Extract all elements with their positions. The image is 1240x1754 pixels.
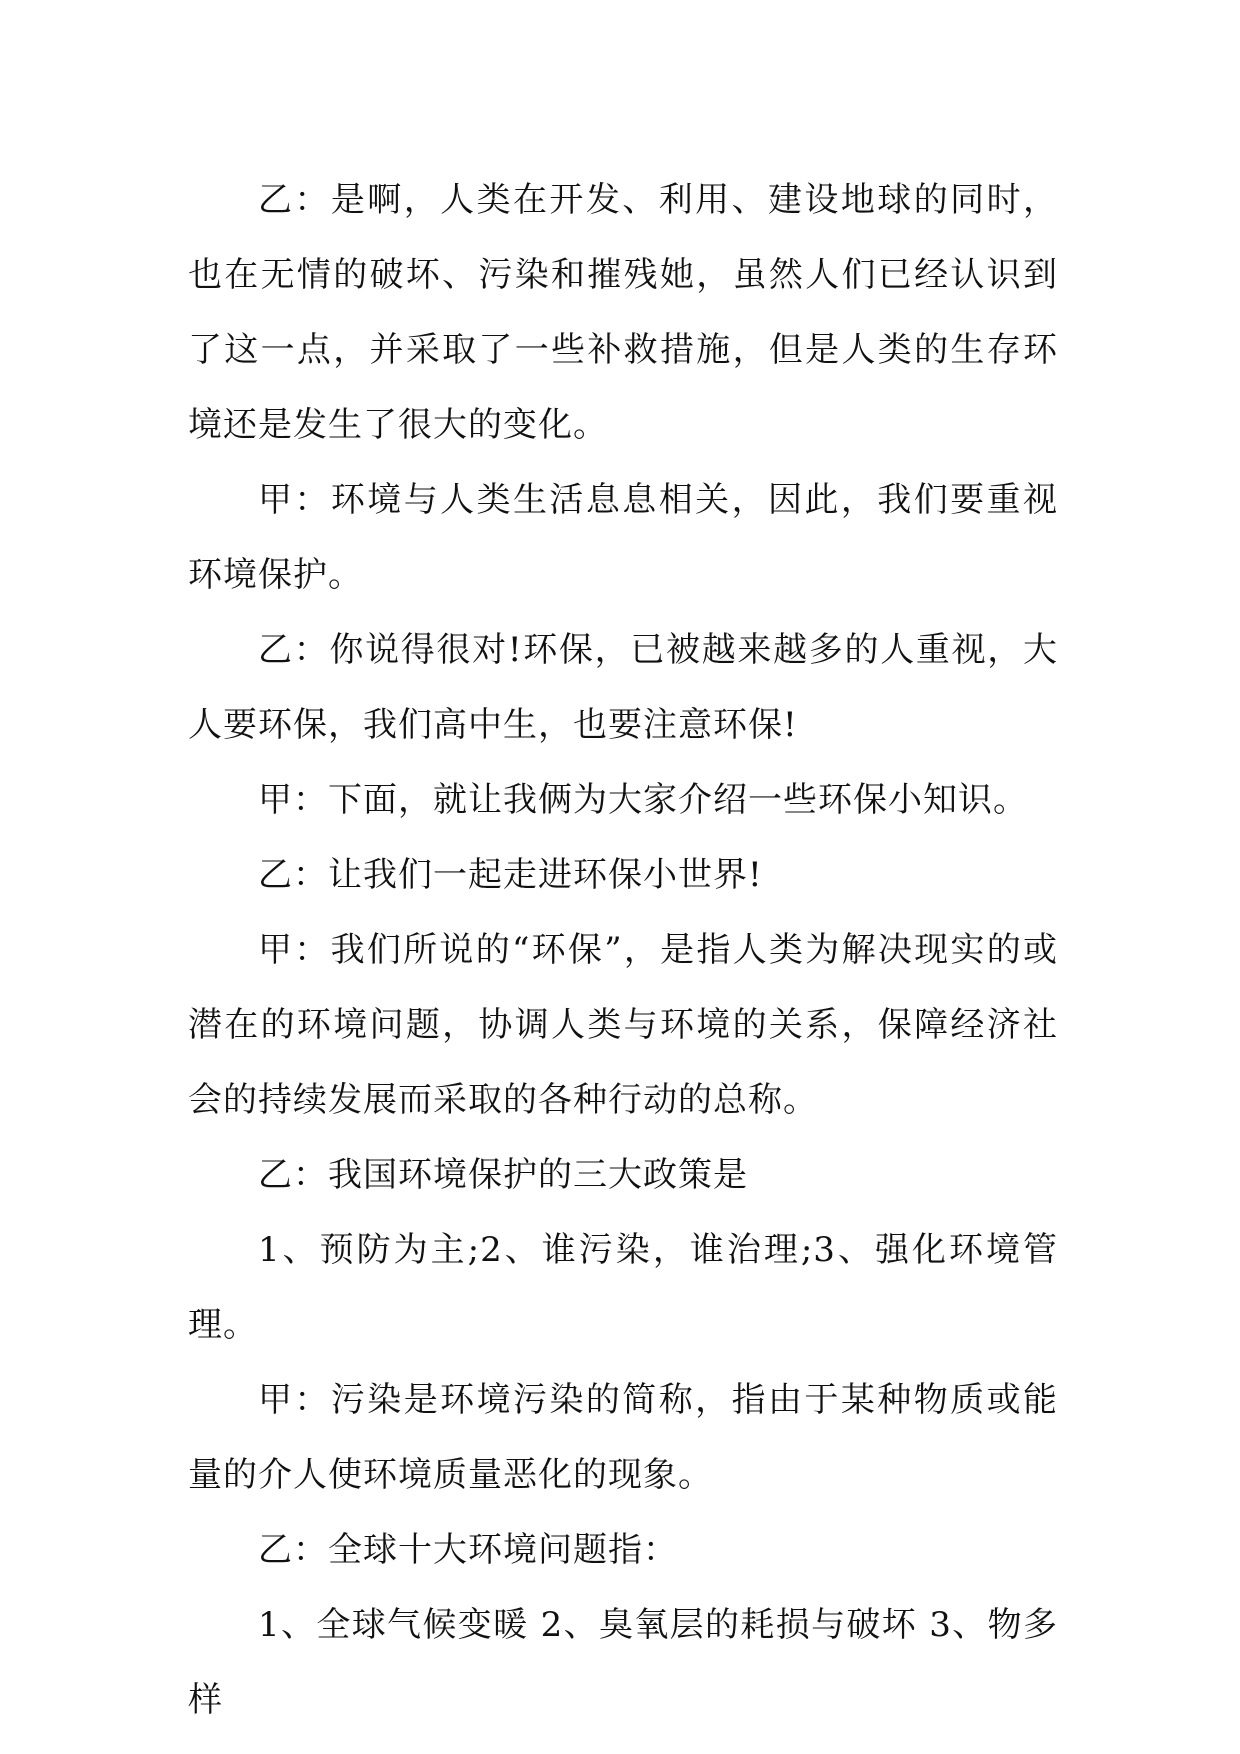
paragraph-1: 乙：是啊，人类在开发、利用、建设地球的同时，也在无情的破坏、污染和摧残她，虽然人们已经认识到了这一点，并采取了一些补救措施，但是人类的生存环境还是发生了很大的变化。: [188, 180, 1058, 445]
paragraph-5: 乙：让我们一起走进环保小世界!: [258, 855, 763, 895]
paragraph-6: 甲：我们所说的“环保”，是指人类为解决现实的或潜在的环境问题，协调人类与环境的关系，保障经济社会的持续发展而采取的各种行动的总称。: [188, 930, 1058, 1120]
paragraph-7: 乙：我国环境保护的三大政策是: [258, 1155, 748, 1195]
paragraph-4: 甲：下面，就让我俩为大家介绍一些环保小知识。: [258, 780, 1028, 820]
document-body: [188, 163, 1058, 1738]
paragraph-9: 甲：污染是环境污染的简称，指由于某种物质或能量的介人使环境质量恶化的现象。: [188, 1380, 1058, 1495]
paragraph-11: 1、全球气候变暖 2、臭氧层的耗损与破坏 3、物多样: [188, 1605, 1058, 1720]
paragraph-10: 乙：全球十大环境问题指：: [258, 1530, 678, 1570]
paragraph-2: 甲：环境与人类生活息息相关，因此，我们要重视环境保护。: [188, 480, 1058, 595]
paragraph-8: 1、预防为主;2、谁污染，谁治理;3、强化环境管理。: [188, 1230, 1058, 1345]
paragraph-3: 乙：你说得很对!环保，已被越来越多的人重视，大人要环保，我们高中生，也要注意环保!: [188, 630, 1058, 745]
